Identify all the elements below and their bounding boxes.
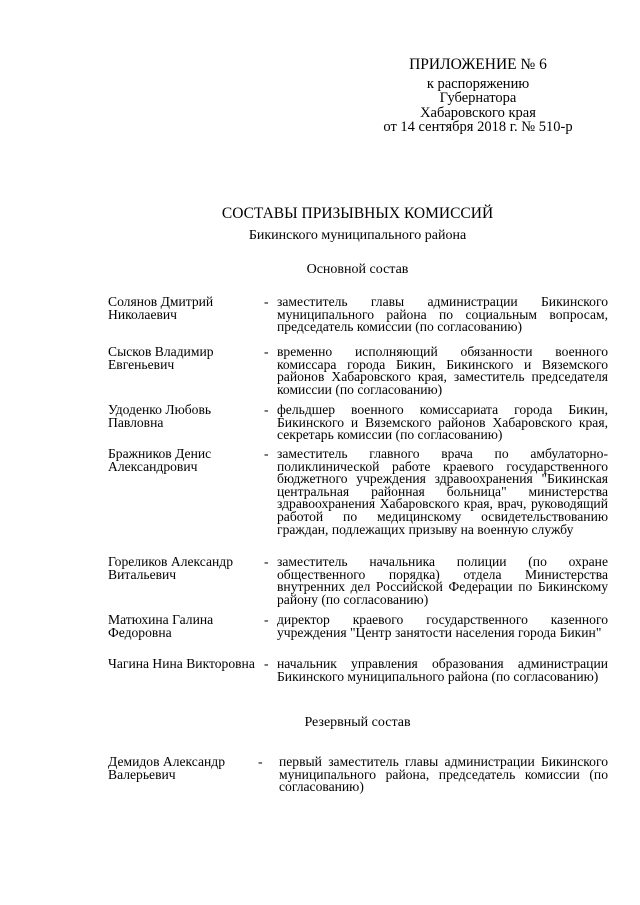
appendix-block [348,58,608,135]
reserve-composition-heading: Резервный состав [304,715,411,730]
member-dash: - [264,656,269,671]
basic-composition-heading: Основной состав [306,262,409,277]
member-name: Гореликов Александр Витальевич [108,554,233,582]
appendix-title: ПРИЛОЖЕНИЕ № 6 [409,56,547,73]
member-name: Солянов Дмитрий Николаевич [108,294,214,322]
appendix-date-number: от 14 сентября 2018 г. № 510-р [383,119,573,135]
member-name: Чагина Нина Викторовна [108,656,255,671]
member-dash: - [264,402,269,417]
member-dash: - [264,294,269,309]
document-subtitle: Бикинского муниципального района [248,228,467,243]
member-dash: - [264,344,269,359]
member-role: фельдшер военного комиссариата города Бикин, Бикинского и Вяземского районов Хабаровского края, секретарь комиссии (по согласованию) [277,402,608,443]
member-role: начальник управления образования администрации Бикинского муниципального района (по согласованию) [277,656,608,684]
member-role: директор краевого государственного казенного учреждения "Центр занятости населения города Бикин" [277,612,608,640]
member-dash: - [264,446,269,461]
member-name: Бражников Денис Александрович [108,446,212,474]
appendix-line: Губернатора [439,90,517,106]
member-dash: - [264,554,269,569]
member-name: Матюхина Галина Федоровна [108,612,214,640]
member-name: Удоденко Любовь Павловна [108,402,212,430]
member-role: заместитель начальника полиции (по охране общественного порядка) отдела Министерства внутренних дел Российской Федерации по Бикинскому району (по согласованию) [277,554,608,607]
member-dash: - [258,754,263,769]
member-role: временно исполняющий обязанности военного комиссара города Бикин, Бикинского и Вяземского районов Хабаровского края, заместитель председателя комиссии (по согласованию) [277,344,608,397]
member-name: Демидов Александр Валерьевич [108,754,226,782]
member-role: заместитель главного врача по амбулаторно-поликлинической работе краевого государственного бюджетного учреждения здравоохранения "Бикинская центральная районная больница" министерства здравоохранения Хабаровского края, врач, руководящий работой по медицинскому освидетельствованию граждан, подлежащих призыву на военную службу [277,446,608,537]
appendix-line: Хабаровского края [420,104,536,121]
member-name: Сысков Владимир Евгеньевич [108,344,214,372]
document-title: СОСТАВЫ ПРИЗЫВНЫХ КОМИССИЙ [221,205,494,222]
appendix-line: к распоряжению [426,75,530,92]
member-role: заместитель главы администрации Бикинского муниципального района по социальным вопросам, председатель комиссии (по согласованию) [277,294,608,335]
member-dash: - [264,612,269,627]
member-role: первый заместитель главы администрации Бикинского муниципального района, председатель комиссии (по согласованию) [279,754,608,795]
